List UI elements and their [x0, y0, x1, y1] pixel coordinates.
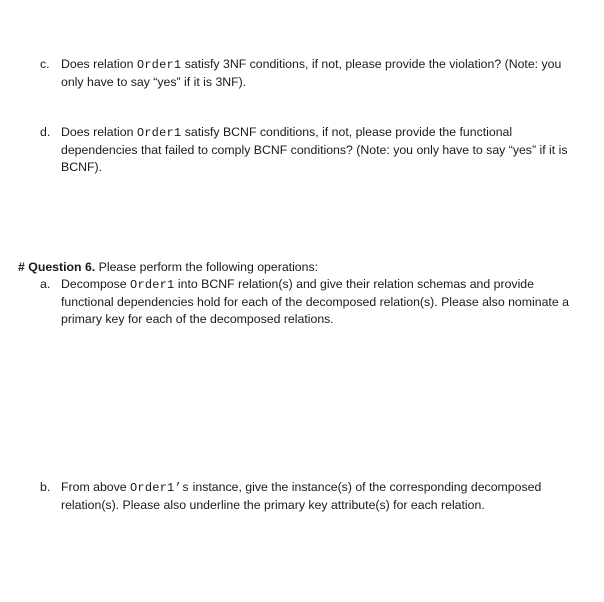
- item-text: [61, 479, 570, 514]
- list-item-c: [40, 56, 570, 91]
- item-text-post: into BCNF relation(s) and give their relation schemas and provide functional dependencies hold for each of the decomposed relation(s). Please also nominate a primary key for each of the decomposed relations.: [61, 277, 569, 326]
- item-text-post: satisfy 3NF conditions, if not, please provide the violation? (Note: you only have to say “yes” if it is 3NF).: [61, 57, 562, 89]
- item-text: [61, 124, 570, 176]
- list-marker: d.: [40, 125, 51, 139]
- relation-code: Order1: [130, 278, 175, 292]
- relation-code: Order1’s: [130, 481, 190, 495]
- item-text-pre: Does relation: [61, 57, 137, 71]
- item-text: [61, 56, 570, 91]
- item-text-pre: From above: [61, 480, 131, 494]
- relation-code: Order1: [136, 126, 182, 140]
- item-text-pre: Does relation: [61, 125, 137, 139]
- list-marker: c.: [40, 57, 50, 71]
- item-text: [61, 276, 570, 328]
- question-6-heading: [18, 259, 578, 276]
- list-marker: b.: [40, 480, 51, 494]
- question-6-label: # Question 6.: [18, 260, 96, 274]
- item-text-post: instance, give the instance(s) of the corresponding decomposed relation(s). Please also underline the primary key attribute(s) for each relation.: [61, 480, 542, 512]
- item-text-post: satisfy BCNF conditions, if not, please provide the functional dependencies that failed to comply BCNF conditions? (Note: you only have to say “yes” if it is BCNF).: [61, 125, 568, 174]
- list-item-d: [40, 124, 570, 176]
- question-6-instruction: Please perform the following operations:: [95, 260, 319, 274]
- list-item-6a: [40, 276, 570, 328]
- relation-code: Order1: [136, 58, 182, 72]
- list-item-6b: [40, 479, 570, 514]
- item-text-pre: Decompose: [61, 277, 131, 291]
- list-marker: a.: [40, 277, 51, 291]
